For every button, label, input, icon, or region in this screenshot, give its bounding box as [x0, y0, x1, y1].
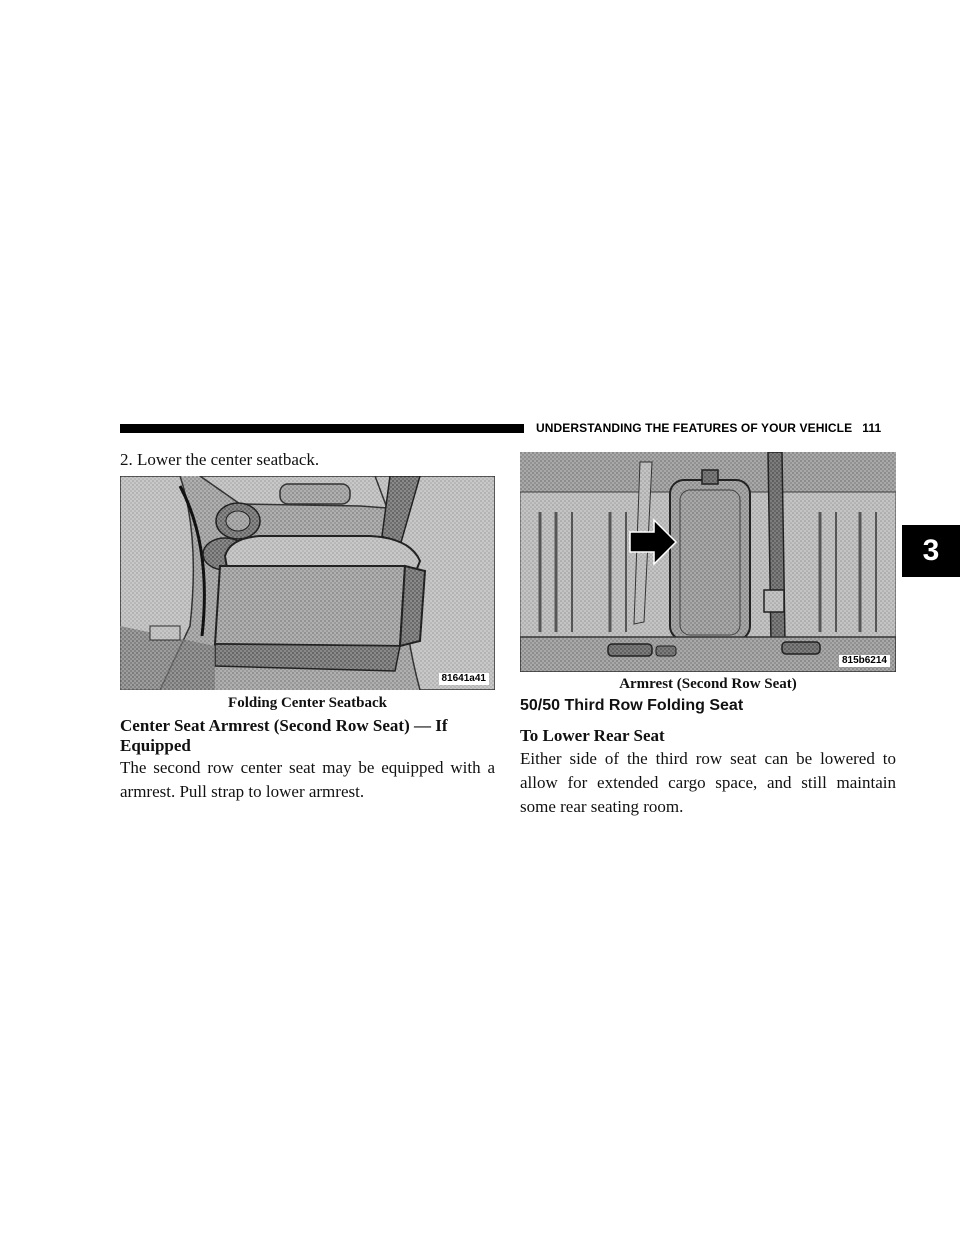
running-header	[536, 421, 881, 435]
header-section-title: UNDERSTANDING THE FEATURES OF YOUR VEHICLE	[536, 421, 853, 435]
body-paragraph: Either side of the third row seat can be lowered to allow for extended cargo space, and still maintain some rear seating room.	[520, 749, 896, 816]
figure-caption: Armrest (Second Row Seat)	[619, 676, 797, 692]
header-rule	[120, 424, 524, 433]
figure-folding-center-seatback	[120, 476, 495, 690]
body-paragraph: The second row center seat may be equipped with a armrest. Pull strap to lower armrest.	[120, 758, 495, 801]
figure-caption: Folding Center Seatback	[228, 695, 387, 711]
figure-armrest-second-row	[520, 452, 896, 672]
subheading: To Lower Rear Seat	[520, 726, 665, 745]
figure-code: 815b6214	[839, 655, 890, 667]
section-heading: Center Seat Armrest (Second Row Seat) — If Equipped	[120, 716, 448, 755]
page-number: 111	[862, 421, 882, 435]
armrest-illustration	[520, 452, 896, 672]
section-heading: 50/50 Third Row Folding Seat	[520, 697, 744, 714]
chapter-tab: 3	[902, 525, 960, 577]
seatback-illustration	[120, 476, 495, 690]
step-text: 2. Lower the center seatback.	[120, 450, 320, 469]
figure-code: 81641a41	[439, 673, 490, 685]
